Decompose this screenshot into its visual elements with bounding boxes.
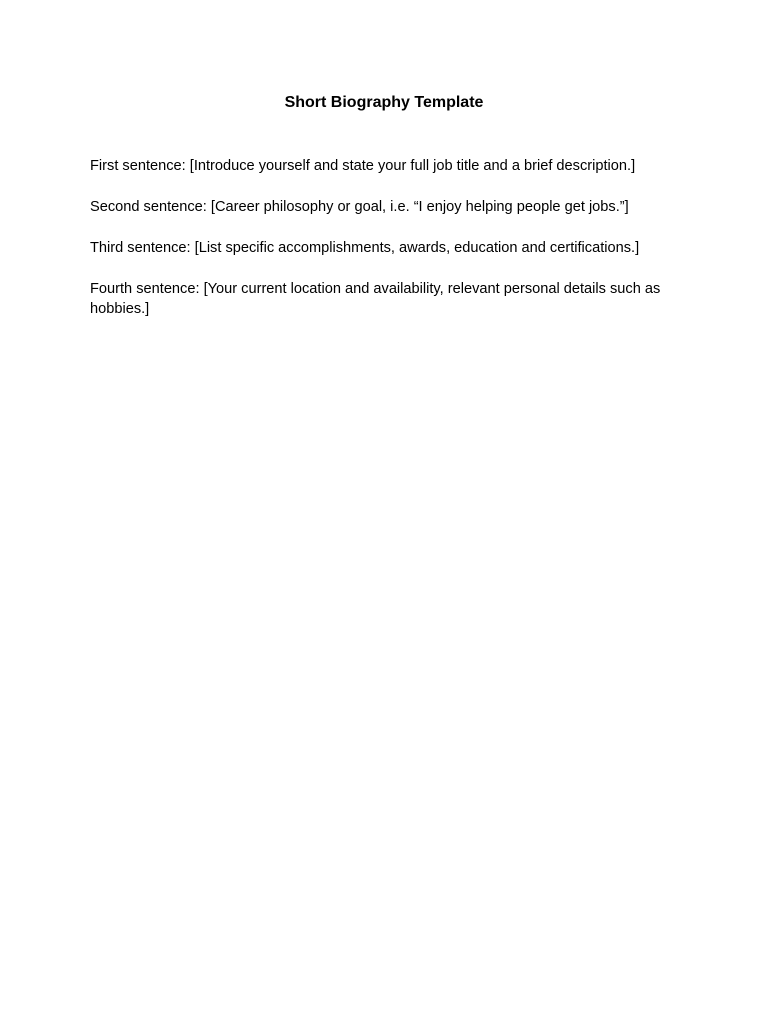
document-body — [90, 156, 670, 340]
paragraph-third-sentence: Third sentence: [List specific accomplishments, awards, education and certifications.] — [90, 240, 640, 256]
paragraph-fourth-sentence: Fourth sentence: [Your current location and availability, relevant personal details such as hobbies.] — [90, 281, 661, 317]
paragraph-first-sentence: First sentence: [Introduce yourself and state your full job title and a brief description.] — [90, 158, 636, 174]
document-title: Short Biography Template — [284, 94, 484, 111]
paragraph-second-sentence: Second sentence: [Career philosophy or goal, i.e. “I enjoy helping people get jobs.”] — [90, 199, 629, 215]
